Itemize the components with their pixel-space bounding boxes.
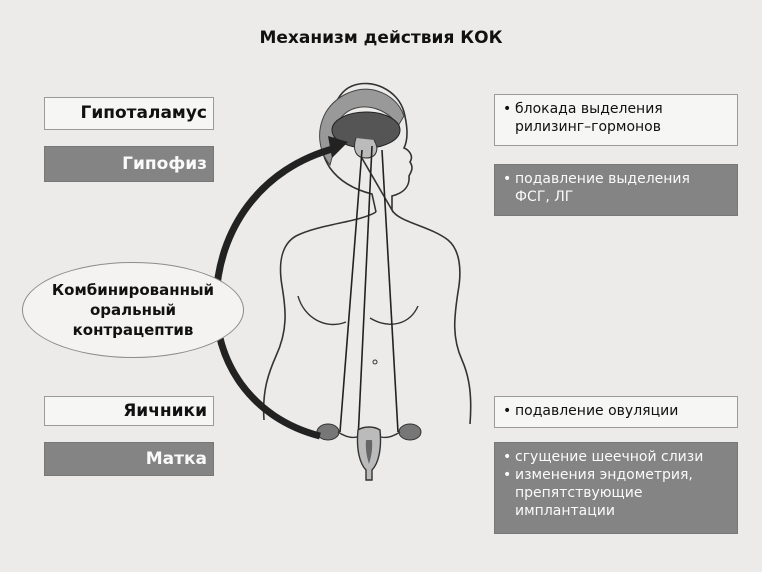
signal-line-3: [382, 150, 398, 432]
effect-item: • сгущение шеечной слизи: [503, 448, 729, 466]
drug-label: [22, 262, 244, 358]
organ-hypothalamus: Гипоталамус: [44, 97, 214, 130]
effect-item: • подавление овуляции: [503, 402, 729, 420]
drug-line-1: Комбинированный: [51, 281, 215, 299]
organ-uterus: Матка: [44, 442, 214, 476]
effect-item: • подавление выделения ФСГ, ЛГ: [503, 170, 729, 206]
diagram-title: Механизм действия КОК: [259, 28, 503, 48]
breast-right: [370, 306, 418, 324]
organ-ovaries: Яичники: [44, 396, 214, 426]
effect-ovaries: [494, 396, 738, 428]
effect-item: • блокада выделения рилизинг–гормонов: [503, 100, 729, 136]
breast-left: [298, 296, 346, 324]
effect-hypothalamus: [494, 94, 738, 146]
drug-line-2: оральный: [89, 301, 177, 319]
organ-pituitary: Гипофиз: [44, 146, 214, 182]
effect-item: • изменения эндометрия, препятствующие имплантации: [503, 466, 729, 520]
pituitary: [354, 138, 376, 158]
signal-line-1: [340, 150, 362, 432]
drug-line-3: контрацептив: [72, 321, 194, 339]
uterus-icon: [317, 424, 421, 480]
effect-uterus: [494, 442, 738, 534]
navel: [373, 360, 377, 364]
effect-pituitary: [494, 164, 738, 216]
